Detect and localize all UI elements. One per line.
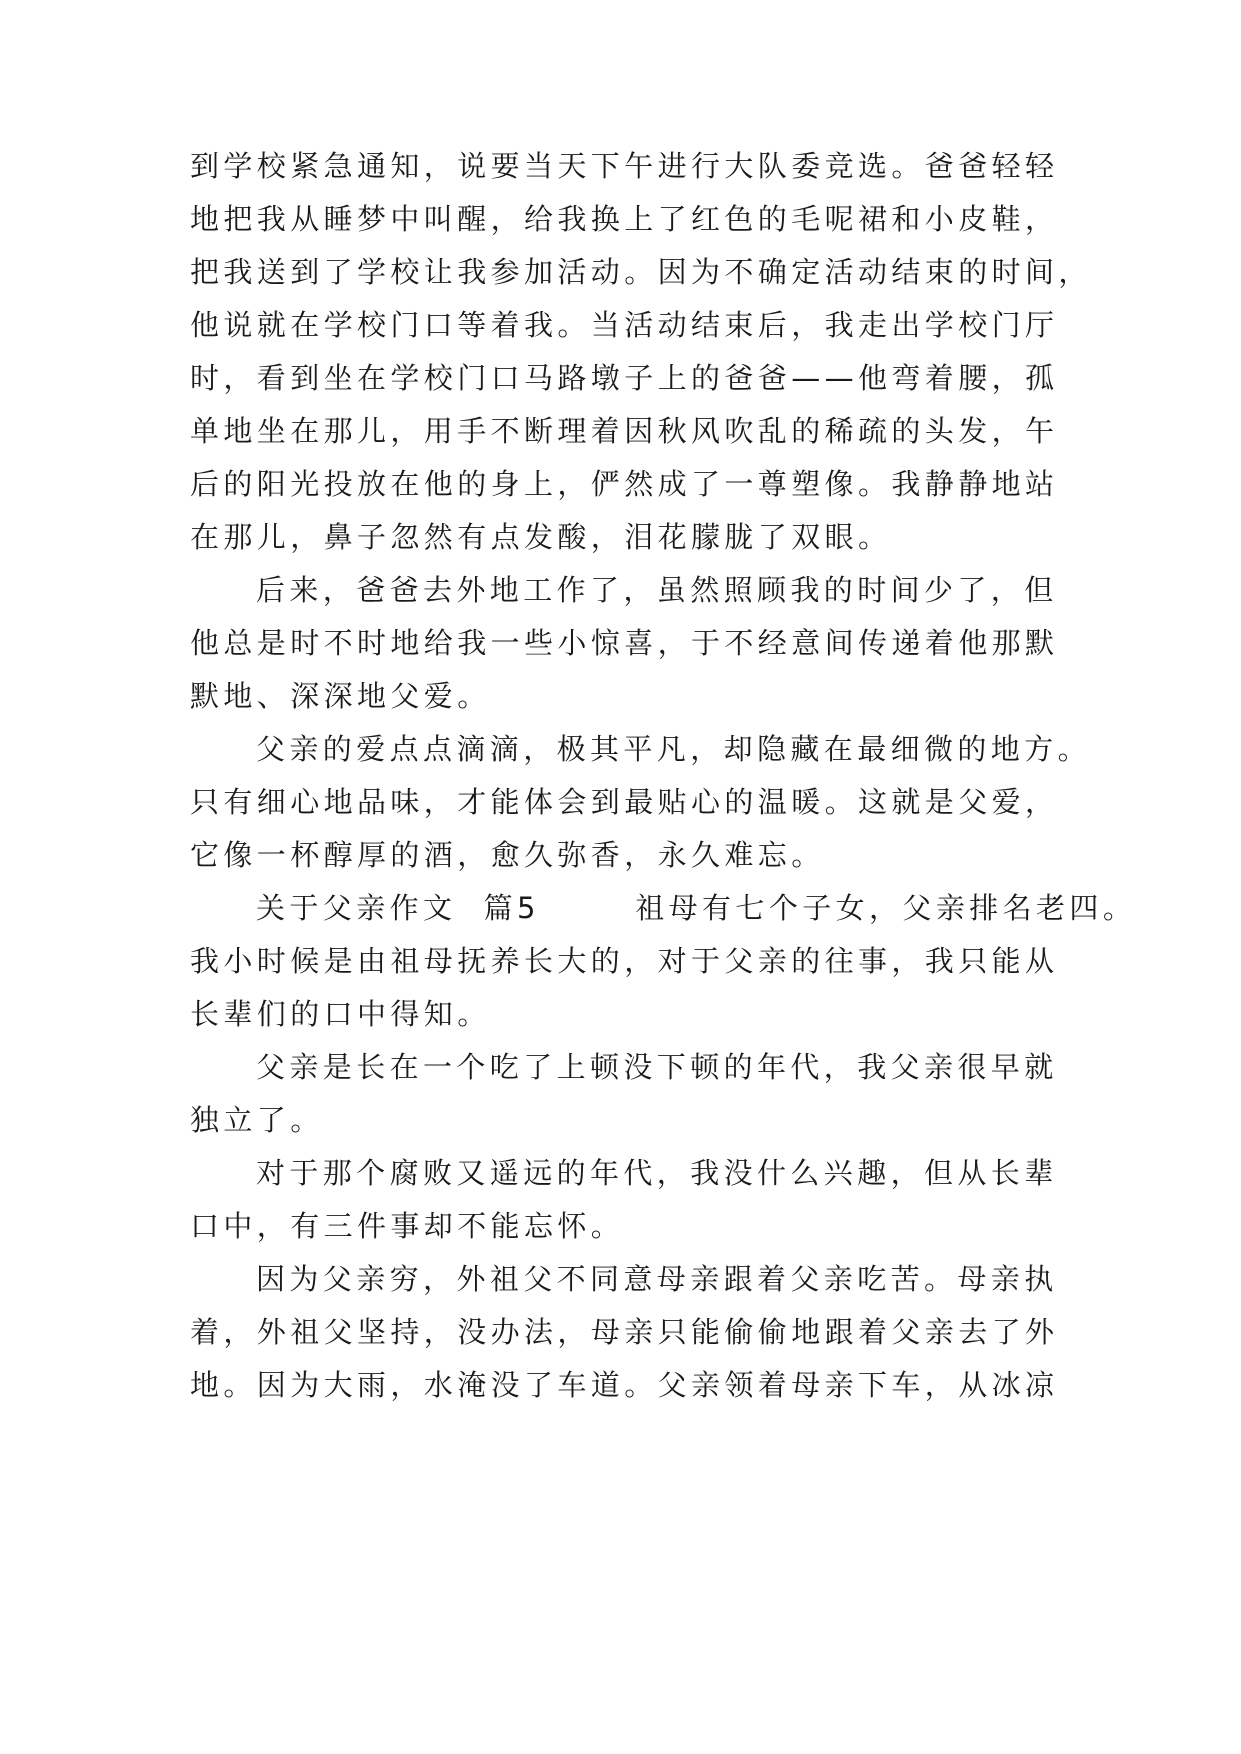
text-line: 单地坐在那儿，用手不断理着因秋风吹乱的稀疏的头发，午 [190,414,1059,448]
text-line: 关于父亲作文 篇5 祖母有七个子女，父亲排名老四。 [256,891,1137,925]
text-line: 时，看到坐在学校门口马路墩子上的爸爸——他弯着腰，孤 [190,361,1059,395]
text-line: 因为父亲穷，外祖父不同意母亲跟着父亲吃苦。母亲执 [256,1262,1058,1296]
text-line: 父亲是长在一个吃了上顿没下顿的年代，我父亲很早就 [256,1050,1058,1084]
text-line: 默地、深深地父爱。 [190,679,491,713]
text-line: 后来，爸爸去外地工作了，虽然照顾我的时间少了，但 [256,573,1058,607]
text-line: 独立了。 [190,1103,324,1137]
text-line: 他说就在学校门口等着我。当活动结束后，我走出学校门厅 [190,308,1059,342]
text-line: 口中，有三件事却不能忘怀。 [190,1209,625,1243]
text-line: 着，外祖父坚持，没办法，母亲只能偷偷地跟着父亲去了外 [190,1315,1059,1349]
text-line: 后的阳光投放在他的身上，俨然成了一尊塑像。我静静地站 [190,467,1059,501]
text-line: 在那儿，鼻子忽然有点发酸，泪花朦胧了双眼。 [190,520,892,554]
text-line: 地。因为大雨，水淹没了车道。父亲领着母亲下车，从冰凉 [190,1368,1059,1402]
text-line: 我小时候是由祖母抚养长大的，对于父亲的往事，我只能从 [190,944,1059,978]
text-line: 只有细心地品味，才能体会到最贴心的温暖。这就是父爱， [190,785,1059,819]
text-line: 到学校紧急通知，说要当天下午进行大队委竞选。爸爸轻轻 [190,149,1059,183]
text-line: 对于那个腐败又遥远的年代，我没什么兴趣，但从长辈 [256,1156,1058,1190]
text-line: 地把我从睡梦中叫醒，给我换上了红色的毛呢裙和小皮鞋， [190,202,1059,236]
text-line: 把我送到了学校让我参加活动。因为不确定活动结束的时间， [190,255,1092,289]
text-line: 它像一杯醇厚的酒，愈久弥香，永久难忘。 [190,838,825,872]
text-line: 长辈们的口中得知。 [190,997,491,1031]
text-line: 父亲的爱点点滴滴，极其平凡，却隐藏在最细微的地方。 [256,732,1092,766]
text-line: 他总是时不时地给我一些小惊喜，于不经意间传递着他那默 [190,626,1059,660]
